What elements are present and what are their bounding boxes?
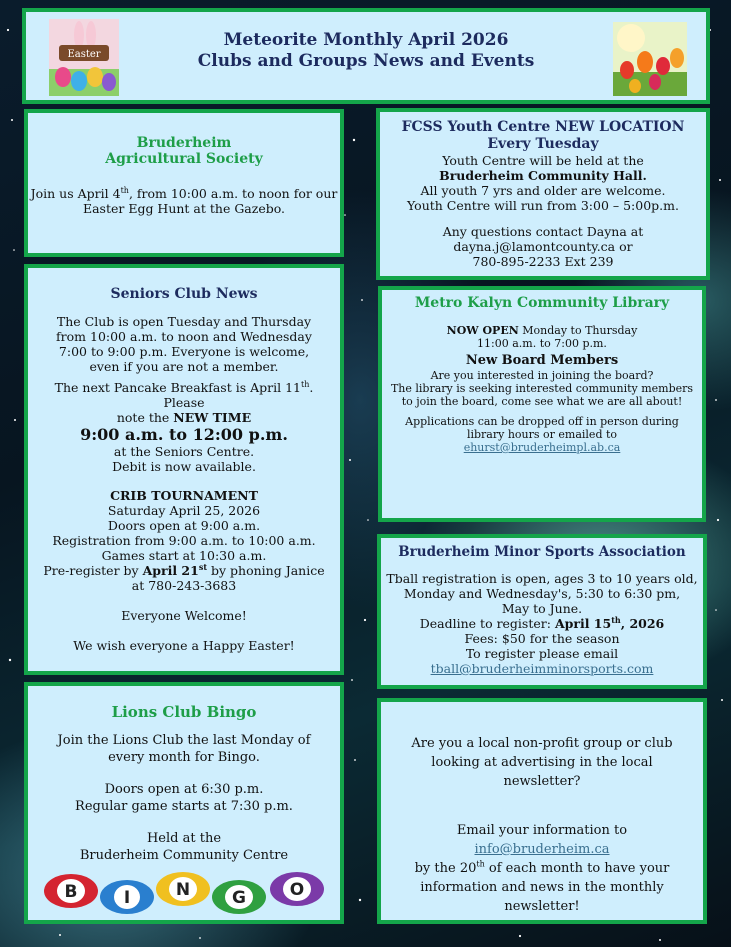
lions-line-2: every month for Bingo.	[108, 750, 260, 765]
fcss-title	[380, 119, 706, 153]
lions-club-box	[24, 682, 344, 924]
advert-line-3-b: of each month to have your information and news in the monthly newsletter!	[420, 861, 670, 914]
fcss-line-4: Youth Centre will run from 3:00 – 5:00p.m.	[407, 198, 679, 213]
lions-line-4: Regular game starts at 7:30 p.m.	[75, 799, 293, 814]
advert-line-3-sup: th	[476, 859, 485, 869]
library-board-title: New Board Members	[465, 353, 619, 368]
bingo-letter-i: I	[123, 888, 131, 908]
advert-line-2-a: Email your information to	[456, 823, 628, 838]
library-board-1: Are you interested in joining the board?	[430, 369, 654, 382]
seniors-p2-a: The next Pancake Breakfast is April 11	[54, 380, 301, 395]
library-apply-text: Applications can be dropped off in person during library hours or emailed to	[405, 415, 679, 441]
lions-line-5: Held at the	[146, 831, 222, 846]
seniors-welcome: Everyone Welcome!	[121, 608, 247, 623]
agri-body	[28, 186, 340, 216]
crib-line-3: Registration from 9:00 a.m. to 10:00 a.m.	[52, 533, 316, 548]
seniors-p1: The Club is open Tuesday and Thursday from 10:00 a.m. to noon and Wednesday 7:00 to 9:00 p.m. Everyone is welcome, even if you are not a member.	[56, 314, 312, 374]
advert-line-1: Are you a local non-profit group or club looking at advertising in the local newsletter?	[411, 736, 673, 789]
bingo-letter-b: B	[64, 882, 78, 902]
seniors-p3: at the Seniors Centre.	[113, 444, 255, 459]
sports-line-3: May to June.	[501, 601, 583, 616]
bingo-letter-o: O	[289, 880, 305, 900]
minor-sports-box	[377, 534, 707, 689]
seniors-p2	[42, 380, 326, 425]
seniors-club-box	[24, 264, 344, 675]
sports-line-4	[381, 616, 703, 631]
library-open-rest: Monday to Thursday	[518, 324, 638, 337]
agri-body-sup: th	[120, 185, 129, 195]
sports-line-5: Fees: $50 for the season	[464, 631, 620, 646]
bingo-letter-n: N	[175, 880, 191, 900]
advert-line-3	[391, 859, 693, 916]
library-board-2: The library is seeking interested community members to join the board, come see what we are all about!	[390, 382, 694, 408]
library-title: Metro Kalyn Community Library	[414, 295, 670, 311]
seniors-easter: We wish everyone a Happy Easter!	[73, 638, 295, 653]
sports-line-2: Monday and Wednesday's, 5:30 to 6:30 pm,	[403, 586, 681, 601]
newsletter-title	[126, 30, 606, 72]
crib-title: CRIB TOURNAMENT	[110, 488, 258, 503]
fcss-line-2: Bruderheim Community Hall.	[439, 168, 647, 183]
fcss-title-line-2: Every Tuesday	[487, 136, 599, 152]
seniors-p2-c: note the	[116, 410, 174, 425]
seniors-p2-b: . Please	[163, 380, 314, 410]
library-open-bold: NOW OPEN	[446, 324, 519, 337]
lions-line-6: Bruderheim Community Centre	[79, 848, 289, 863]
sports-line-4-a: Deadline to register:	[419, 616, 555, 631]
fcss-contact-3: 780-895-2233 Ext 239	[472, 254, 614, 269]
sports-email-link[interactable]: tball@bruderheimminorsports.com	[430, 661, 654, 676]
library-apply	[390, 415, 694, 454]
agri-title	[28, 135, 340, 167]
seniors-p4: Debit is now available.	[112, 459, 256, 474]
bingo-ball-i	[100, 880, 154, 914]
library-box	[378, 286, 706, 522]
title-line-2: Clubs and Groups News and Events	[197, 51, 535, 71]
fcss-youth-centre-box	[376, 108, 710, 280]
bingo-ball-n	[156, 872, 210, 906]
crib-line-5-b: April 21	[142, 563, 199, 578]
agri-body-a: Join us April 4	[30, 186, 121, 201]
seniors-time: 9:00 a.m. to 12:00 p.m.	[80, 425, 288, 444]
agri-body-b: , from 10:00 a.m. to noon for our	[128, 186, 338, 201]
bingo-balls-image	[43, 870, 333, 916]
sports-line-4-b: April 15	[554, 616, 612, 631]
fcss-line-1: Youth Centre will be held at the	[442, 153, 644, 168]
crib-line-5-sup: st	[198, 561, 208, 572]
agri-body-c: Easter Egg Hunt at the Gazebo.	[82, 201, 286, 216]
fcss-contact-2: dayna.j@lamontcounty.ca or	[453, 239, 633, 254]
sports-title: Bruderheim Minor Sports Association	[398, 544, 686, 560]
crib-line-6: at 780-243-3683	[131, 578, 237, 593]
seniors-new-time: NEW TIME	[173, 410, 252, 425]
crib-line-5-c: by phoning Janice	[207, 563, 325, 578]
seniors-p2-sup: th	[301, 379, 310, 389]
easter-sign-text: Easter	[67, 49, 101, 60]
sports-email-line	[381, 661, 703, 676]
library-email-link[interactable]: ehurst@bruderheimpl.ab.ca	[463, 441, 621, 454]
agricultural-society-box	[24, 109, 344, 257]
lions-line-3: Doors open at 6:30 p.m.	[104, 782, 264, 797]
sports-line-4-c: , 2026	[620, 616, 665, 631]
agri-title-line-1: Bruderheim	[136, 135, 232, 151]
sports-line-1: Tball registration is open, ages 3 to 10 years old,	[386, 571, 698, 586]
easter-eggs-image	[49, 19, 119, 96]
header-banner	[22, 8, 710, 104]
advertising-box	[377, 698, 707, 924]
crib-line-2: Doors open at 9:00 a.m.	[107, 518, 261, 533]
sports-line-4-sup: th	[611, 614, 621, 625]
seniors-title: Seniors Club News	[110, 286, 258, 302]
advert-email-link[interactable]: info@bruderheim.ca	[474, 842, 610, 857]
tulips-image	[613, 22, 687, 96]
bingo-ball-g	[212, 880, 266, 914]
fcss-contact-1: Any questions contact Dayna at	[442, 224, 644, 239]
bingo-letter-g: G	[232, 888, 246, 908]
title-line-1: Meteorite Monthly April 2026	[223, 30, 509, 50]
agri-title-line-2: Agricultural Society	[105, 151, 263, 167]
fcss-title-line-1: FCSS Youth Centre NEW LOCATION	[401, 119, 685, 135]
crib-line-1: Saturday April 25, 2026	[107, 503, 261, 518]
crib-line-5	[42, 563, 326, 578]
fcss-line-3: All youth 7 yrs and older are welcome.	[420, 183, 666, 198]
lions-line-1: Join the Lions Club the last Monday of	[57, 733, 311, 748]
crib-line-4: Games start at 10:30 a.m.	[101, 548, 267, 563]
sports-line-6: To register please email	[465, 646, 619, 661]
library-hours: 11:00 a.m. to 7:00 p.m.	[477, 337, 607, 350]
advert-line-2	[391, 821, 693, 859]
advert-line-3-a: by the 20	[414, 861, 477, 876]
bingo-ball-b	[44, 874, 98, 908]
bingo-ball-o	[270, 872, 324, 906]
library-open	[390, 324, 694, 337]
crib-line-5-a: Pre-register by	[43, 563, 143, 578]
lions-title: Lions Club Bingo	[111, 703, 257, 721]
